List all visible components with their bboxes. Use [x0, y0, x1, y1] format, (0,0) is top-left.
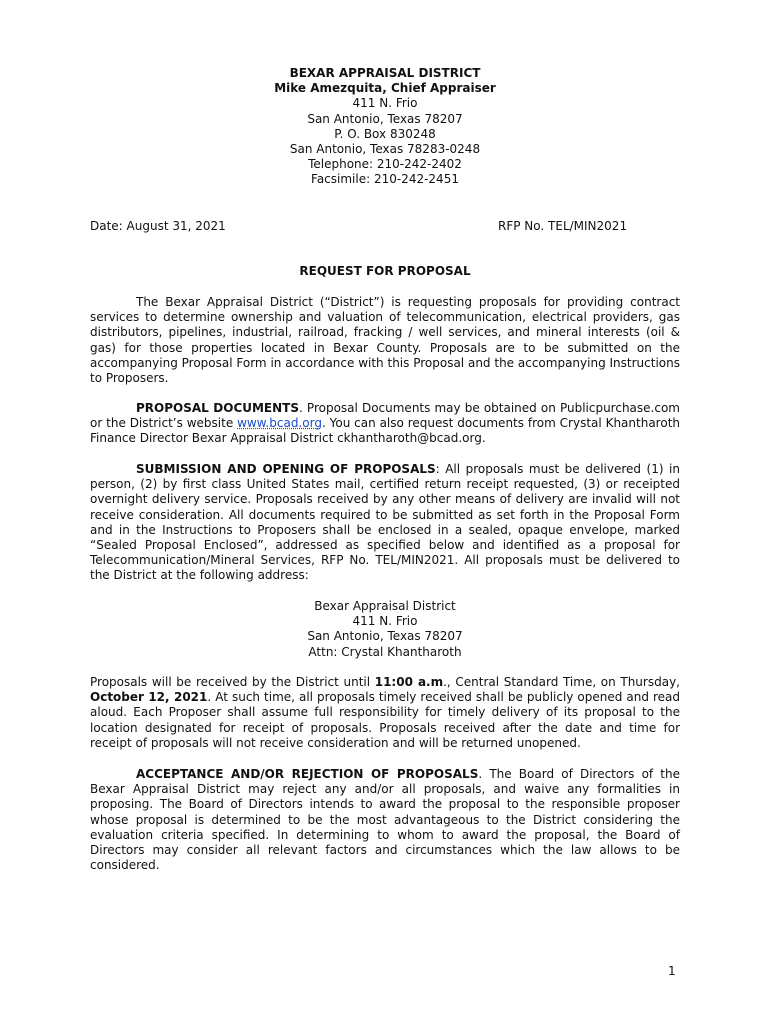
date-line [90, 219, 680, 234]
address-line-1: Bexar Appraisal District [314, 599, 456, 613]
address-attn: Attn: Crystal Khantharoth [308, 644, 462, 659]
telephone: Telephone: 210-242-2402 [308, 157, 462, 172]
letterhead [0, 66, 770, 188]
submission-text: : All proposals must be delivered (1) in person, (2) by first class United States mail, certified return receipt requested, (3) or receipted overnight delivery service. Proposals received by any other means of delivery are invalid will not receive consideration. All documents required to be submitted as set forth in the Proposal Form and in the Instructions to Proposers shall be enclosed in a sealed, opaque envelope, marked “Sealed Proposal Enclosed”, addressed as specified below and identified as a proposal for Telecommunication/Mineral Services, RFP No. TEL/MIN2021. All proposals must be delivered to the District at the following address: [90, 462, 680, 583]
deadline-text-1: Proposals will be received by the District until [90, 675, 375, 689]
deadline-paragraph [90, 675, 680, 751]
documents-heading: PROPOSAL DOCUMENTS [136, 401, 299, 415]
rfp-number: RFP No. TEL/MIN2021 [498, 219, 628, 233]
po-city-state-zip: San Antonio, Texas 78283-0248 [289, 141, 481, 156]
delivery-address [0, 599, 770, 660]
deadline-time: 11:00 a.m [374, 675, 444, 689]
document-title: REQUEST FOR PROPOSAL [299, 264, 471, 278]
street-address: 411 N. Frio [352, 96, 418, 111]
deadline-date: October 12, 2021 [90, 690, 208, 705]
city-state-zip: San Antonio, Texas 78207 [307, 111, 463, 126]
page-number: 1 [668, 964, 676, 978]
chief-appraiser: Mike Amezquita, Chief Appraiser [274, 81, 496, 96]
documents-paragraph [90, 401, 680, 447]
deadline-text-3: . At such time, all proposals timely received shall be publicly opened and read aloud. Each Proposer shall assume full responsibility for timely delivery of its proposal to the location designated for receipt of proposals. Proposals received after the date and time for receipt of proposals will not receive consideration and will be returned unopened. [90, 690, 681, 750]
intro-text: The Bexar Appraisal District (“District”) is requesting proposals for providing contract services to determine ownership and valuation of telecommunication, electrical providers, gas distributors, pipelines, industrial, railroad, fracking / well services, and mineral interests (oil & gas) for those properties located in Bexar County. Proposals are to be submitted on the accompanying Proposal Form in accordance with this Proposal and the accompanying Instructions to Proposers. [90, 295, 680, 386]
po-box: P. O. Box 830248 [334, 126, 436, 141]
deadline-text-2: ., Central Standard Time, on Thursday, [443, 675, 680, 689]
address-line-3: San Antonio, Texas 78207 [307, 629, 463, 644]
documents-text-after-link: . You can also request documents from Crystal Khantharoth Finance Director Bexar Appraisal District ckhantharoth@bcad.org. [90, 416, 681, 446]
acceptance-heading: ACCEPTANCE AND/OR REJECTION OF PROPOSALS [136, 767, 479, 781]
document-date: Date: August 31, 2021 [90, 219, 226, 233]
submission-heading: SUBMISSION AND OPENING OF PROPOSALS [136, 462, 436, 476]
facsimile: Facsimile: 210-242-2451 [311, 172, 459, 187]
submission-paragraph [90, 462, 680, 584]
org-name: BEXAR APPRAISAL DISTRICT [289, 66, 481, 80]
acceptance-text: . The Board of Directors of the Bexar Appraisal District may reject any and/or all proposals, and waive any formalities in proposing. The Board of Directors intends to award the proposal to the responsible proposer whose proposal is determined to be the most advantageous to the District considering the evaluation criteria specified. In determining to whom to award the proposal, the Board of Directors may consider all relevant factors and circumstances which the law allows to be considered. [90, 767, 680, 873]
documents-text: . Proposal Documents may be obtained on Publicpurchase.com or the District’s website [90, 401, 680, 431]
intro-paragraph [90, 295, 680, 386]
address-line-2: 411 N. Frio [352, 614, 418, 629]
website-link[interactable]: www.bcad.org [237, 416, 322, 431]
acceptance-paragraph [90, 767, 680, 873]
